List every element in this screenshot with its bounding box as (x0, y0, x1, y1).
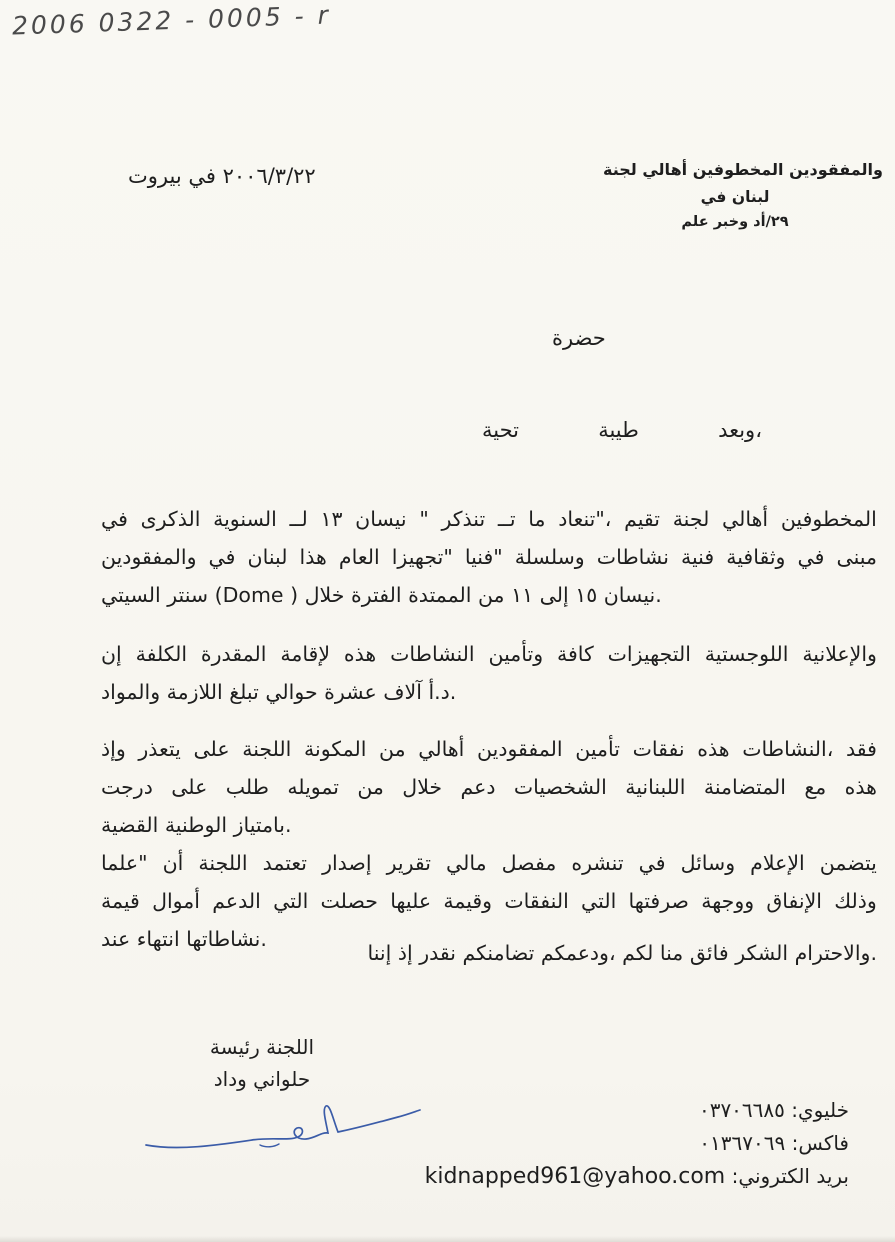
greeting-line: تحية طيبة وبعد، (482, 418, 762, 442)
date-line: بيروت في ٢٠٠٦/٣/٢٢ (128, 164, 316, 188)
permit-number: علم وخبر ٢٩/أد (681, 214, 789, 230)
signatory-title: رئيسة اللجنة (209, 1035, 315, 1059)
body-line: عند انتهاء نشاطاتها. (101, 927, 267, 951)
mobile-line (425, 1094, 849, 1127)
body-line: علما" أن اللجنة تعتمد إصدار تقرير مالي مفصل تنشره في وسائل الإعلام يتضمن (101, 851, 877, 875)
handwritten-reference-number: 2006 0322 - 0005 - r (11, 0, 332, 41)
body-line: وإذ يتعذر على اللجنة المكونة من أهالي المفقودين تأمين نفقات هذه النشاطات، فقد (101, 737, 877, 761)
body-line: والمواد اللازمة تبلغ حوالي عشرة آلاف د.أ. (101, 680, 457, 704)
mobile-label: خليوي: (791, 1098, 849, 1122)
handwritten-signature-icon (140, 1088, 426, 1154)
body-line: السيتي سنتر (Dome ) خلال الفترة الممتدة من ١١ إلى ١٥ نيسان. (101, 583, 662, 607)
email-address: kidnapped961@yahoo.com (424, 1164, 726, 1189)
body-line: في الذكرى السنوية لــ ١٣ نيسان " تنذكر تــ ما تنعاد"، تقيم لجنة أهالي المخطوفين (101, 507, 877, 531)
fax-number: ٠١٣٦٧٠٦٩ (699, 1131, 786, 1155)
body-line: والمفقودين في لبنان هذا العام تجهيزا" فنيا" وسلسلة نشاطات فنية وثقافية في مبنى (101, 545, 877, 569)
salutation: حضرة (552, 326, 606, 350)
body-line: إن الكلفة المقدرة لإقامة هذه النشاطات وتأمين كافة التجهيزات اللوجستية والإعلانية (101, 642, 877, 666)
contact-block (425, 1094, 849, 1193)
fax-line (425, 1127, 849, 1160)
letter-body (101, 500, 877, 958)
org-location: في لبنان (700, 188, 770, 206)
mobile-number: ٠٣٧٠٦٦٨٥ (698, 1098, 785, 1122)
body-line: درجت على طلب تمويله من خلال دعم الشخصيات اللبنانية المتضامنة مع هذه (101, 775, 877, 799)
closing-line: إننا إذ نقدر تضامنكم ودعمكم، لكم منا فائق الشكر والاحترام. (367, 941, 877, 965)
letterhead (603, 155, 883, 234)
org-name: لجنة أهالي المخطوفين والمفقودين (603, 160, 883, 179)
email-line (425, 1160, 849, 1193)
email-label: بريد الكتروني: (731, 1164, 849, 1188)
body-line: القضية الوطنية بامتياز. (101, 813, 292, 837)
signatory-name: وداد حلواني (213, 1067, 311, 1091)
body-line: قيمة أموال الدعم التي حصلت عليها وقيمة النفقات التي صرفتها ووجهة الإنفاق وذلك (101, 889, 877, 913)
fax-label: فاكس: (791, 1131, 849, 1155)
